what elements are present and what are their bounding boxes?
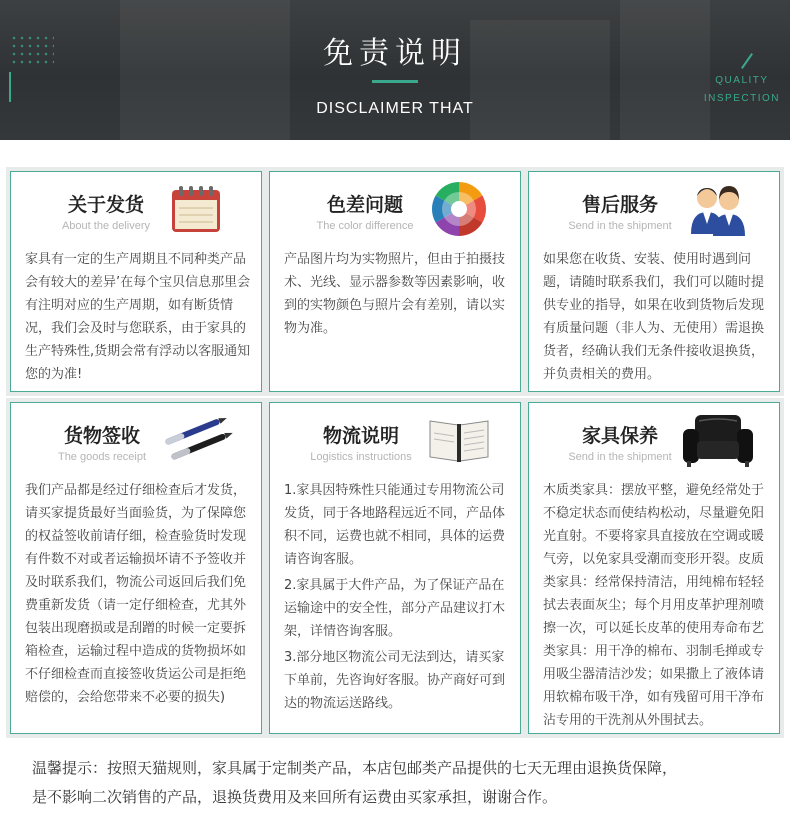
card-title: 货物签收 <box>63 425 140 447</box>
badge-line-1: QUALITY <box>715 75 769 86</box>
card-paragraph: 木质类家具：摆放平整，避免经常处于不稳定状态而使结构松动，尽量避免阳光直射。不要将家具直接放在空调或暖气旁，以免家具受潮而变形开裂。皮质类家具：经常保持清洁，用纯棉布轻轻拭去表面灰尘；每个月用皮革护理剂喷擦一次，可以延长皮革的使用寿命布艺类家具：用干净的棉布、羽制毛掸或专用吸尘器清洁沙发；如果撒上了液体请用软棉布吸干净，如有残留可用干净布沾专用的干洗剂从外围拭去。 <box>543 483 765 728</box>
card-body <box>543 248 769 386</box>
card-paragraph: 家具有一定的生产周期且不同种类产品会有较大的差异’在每个宝贝信息那里会有注明对应的生产周期，如有断货情况，我们会及时与您联系，由于家具的生产特殊性,货期会常有浮动以客服通知您的为准! <box>25 252 251 382</box>
card-furniture-care <box>528 402 780 734</box>
card-title: 售后服务 <box>581 194 658 216</box>
title-underline <box>372 80 418 83</box>
color-wheel-icon <box>430 180 488 238</box>
card-logistics <box>269 402 521 734</box>
warm-tip <box>32 754 772 812</box>
card-after-sales <box>528 171 780 392</box>
badge-line-2: INSPECTION <box>703 93 780 104</box>
card-subtitle: The goods receipt <box>57 451 147 463</box>
quality-inspection-badge <box>704 72 780 108</box>
card-body <box>284 479 510 715</box>
card-body <box>284 248 510 340</box>
page-title: 免责说明 <box>323 36 467 71</box>
card-paragraph: 3.部分地区物流公司无法到达，请买家下单前，先咨询好客服。协产商好可到达的物流运送路线。 <box>284 650 506 711</box>
tip-line-1: 温馨提示：按照天猫规则，家具属于定制类产品，本店包邮类产品提供的七天无理由退换货保障， <box>32 759 678 777</box>
card-title: 色差问题 <box>326 194 403 216</box>
card-subtitle: Send in the shipment <box>568 451 672 463</box>
card-paragraph: 如果您在收货、安装、使用时遇到问题，请随时联系我们，我们可以随时提供专业的指导，如果在收到货物后发现有质量问题（非人为、无使用）需退换货者，经确认我们无条件接收退换货，并负责相关的费用。 <box>543 252 765 382</box>
calendar-icon <box>169 184 223 234</box>
tip-line-2: 是不影响二次销售的产品，退换货费用及来回所有运费由买家承担，谢谢合作。 <box>32 788 558 806</box>
page-subtitle: DISCLAIMER THAT <box>316 100 474 117</box>
accent-bar-decoration <box>9 72 11 102</box>
card-title: 物流说明 <box>322 425 399 447</box>
card-paragraph: 1.家具因特殊性只能通过专用物流公司发货，同于各地路程远近不同，产品体积不同，运费也就不相同，具体的运费请咨询客服。 <box>284 483 506 567</box>
pen-icon <box>161 413 237 467</box>
card-goods-receipt <box>10 402 262 734</box>
card-subtitle: About the delivery <box>61 220 151 232</box>
card-subtitle: The color difference <box>316 220 414 232</box>
customer-service-icon <box>687 182 749 236</box>
book-icon <box>426 415 492 465</box>
card-paragraph: 产品图片均为实物照片，但由于拍摄技术、光线、显示器参数等因素影响，收到的实物颜色与照片会有差别，请以实物为准。 <box>284 252 506 336</box>
card-body <box>543 479 769 732</box>
disclaimer-header <box>0 0 790 140</box>
card-paragraph: 我们产品都是经过仔细检查后才发货，请买家提货最好当面验货，为了保障您的权益签收前请仔细，检查验货时发现有件数不对或者运输损坏请不予签收并及时联系我们，物流公司返回后我们免费重新发货（请一定仔细检查，尤其外包装出现磨损或是刮蹭的时候一定要拆箱检查，运输过程中造成的货物损坏如不仔细检查而直接签收货运公司是拒绝赔偿的，会给您带来不必要的损失) <box>25 483 247 705</box>
card-paragraph: 2.家具属于大件产品，为了保证产品在运输途中的安全性，部分产品建议打木架，详情咨询客服。 <box>284 578 506 639</box>
card-title: 关于发货 <box>67 194 144 216</box>
card-subtitle: Logistics instructions <box>310 451 412 463</box>
card-body <box>25 248 251 386</box>
card-title: 家具保养 <box>581 425 658 447</box>
armchair-icon <box>679 411 757 469</box>
card-color-difference <box>269 171 521 392</box>
card-body <box>25 479 251 709</box>
card-subtitle: Send in the shipment <box>568 220 672 232</box>
card-delivery <box>10 171 262 392</box>
